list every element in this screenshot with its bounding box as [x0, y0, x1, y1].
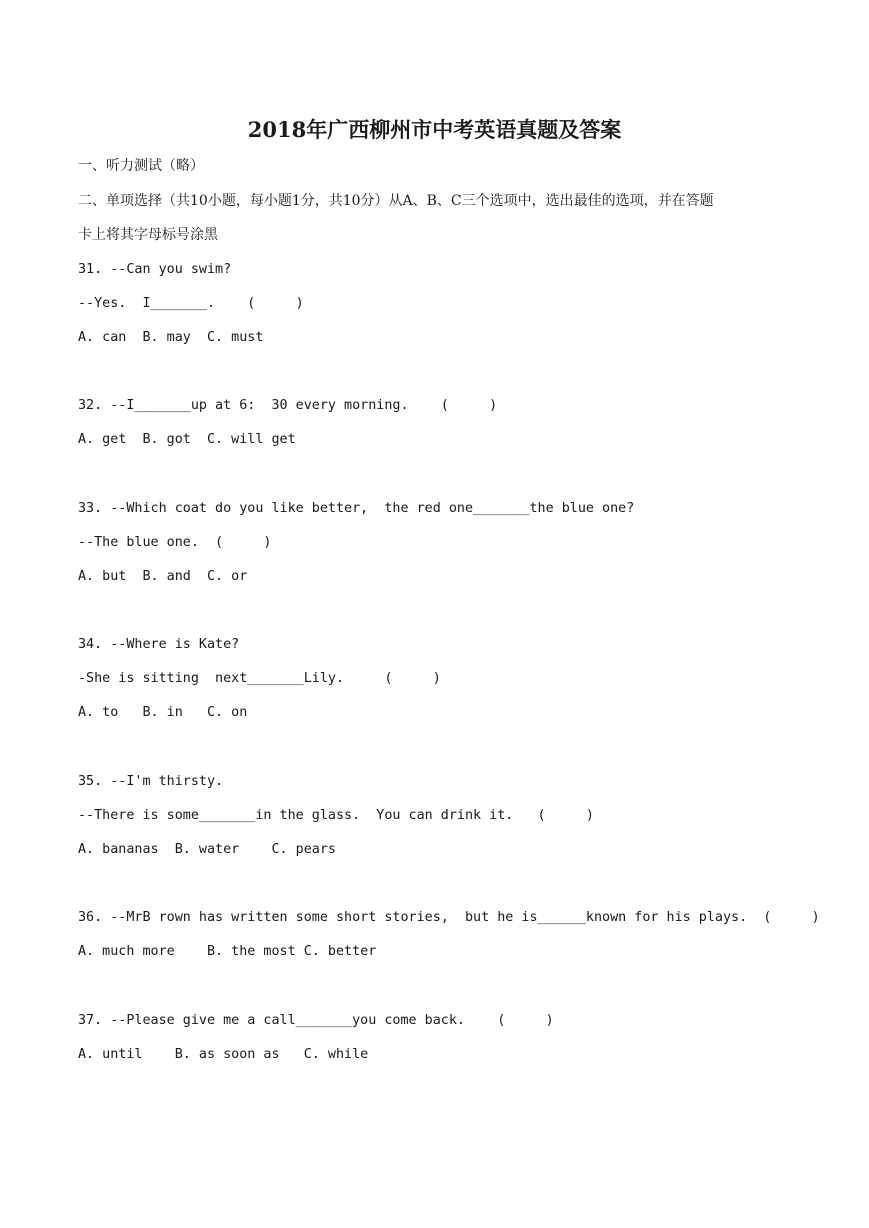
question-35-stem: 35. --I'm thirsty.	[78, 774, 224, 789]
question-37-options: A. until B. as soon as C. while	[78, 1047, 369, 1062]
question-34-reply: -She is sitting next_______Lily. ( )	[78, 671, 441, 686]
section-heading-choice-cont: 卡上将其字母标号涂黑	[78, 227, 218, 243]
question-31-reply: --Yes. I_______. ( )	[78, 296, 304, 311]
question-33-options: A. but B. and C. or	[78, 569, 248, 584]
question-36-options: A. much more B. the most C. better	[78, 944, 377, 959]
question-31-options: A. can B. may C. must	[78, 330, 264, 345]
question-35-options: A. bananas B. water C. pears	[78, 842, 336, 857]
section-heading-listening: 一、听力测试（略）	[78, 158, 204, 174]
question-33-stem: 33. --Which coat do you like better, the red one_______the blue one?	[78, 501, 635, 516]
question-36-stem: 36. --MrB rown has written some short stories, but he is______known for his plays. ( )	[78, 910, 820, 925]
question-32-stem: 32. --I_______up at 6: 30 every morning. ( )	[78, 398, 498, 413]
question-34-options: A. to B. in C. on	[78, 705, 248, 720]
question-37-stem: 37. --Please give me a call_______you come back. ( )	[78, 1013, 554, 1028]
question-31-stem: 31. --Can you swim?	[78, 262, 232, 277]
section-heading-choice: 二、单项选择（共10小题，每小题1分，共10分）从A、B、C三个选项中，选出最佳的选项，并在答题	[78, 193, 714, 209]
question-34-stem: 34. --Where is Kate?	[78, 637, 240, 652]
page-title: 2018年广西柳州市中考英语真题及答案	[247, 117, 622, 142]
question-32-options: A. get B. got C. will get	[78, 432, 296, 447]
question-33-reply: --The blue one. ( )	[78, 535, 272, 550]
question-35-reply: --There is some_______in the glass. You can drink it. ( )	[78, 808, 594, 823]
